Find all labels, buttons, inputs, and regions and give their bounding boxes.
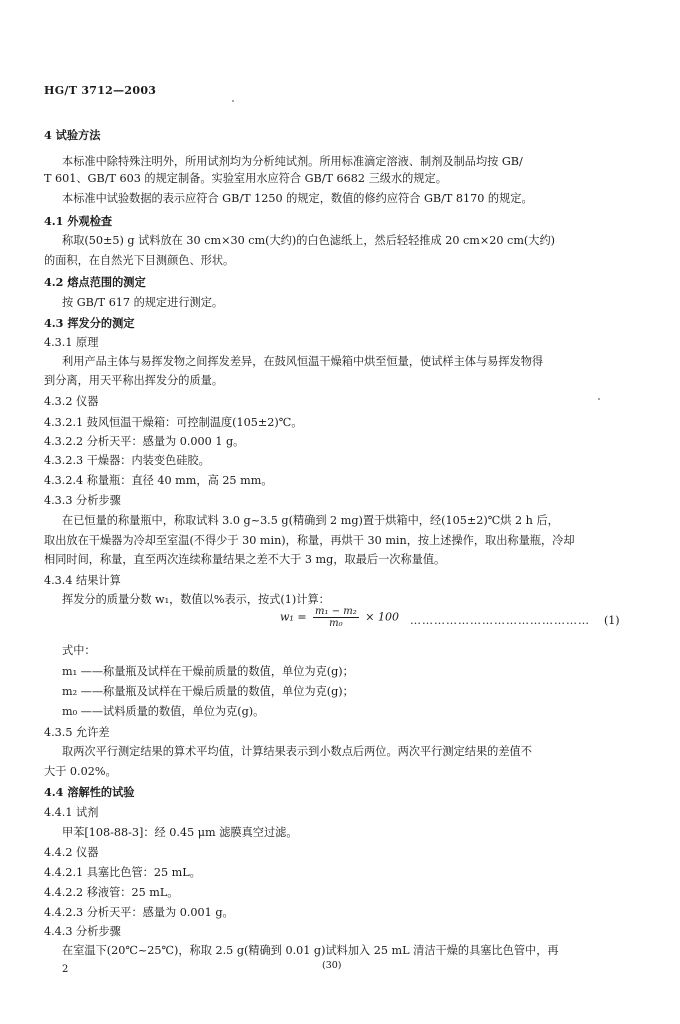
formula-lhs: w₁ = bbox=[280, 610, 307, 624]
paragraph-line: 按 GB/T 617 的规定进行测定。 bbox=[62, 296, 224, 309]
formula-numerator: m₁ − m₂ bbox=[315, 606, 357, 617]
section-4-3-1-heading: 4.3.1 原理 bbox=[44, 336, 99, 349]
formula-denominator: m₀ bbox=[329, 618, 343, 629]
list-item: 4.4.2.1 具塞比色管：25 mL。 bbox=[44, 866, 201, 879]
section-4-heading: 4 试验方法 bbox=[44, 128, 101, 142]
formula-leader-dots: ……………………………………… bbox=[410, 614, 590, 627]
document-header: HG/T 3712—2003 bbox=[44, 84, 157, 97]
section-4-4-3-heading: 4.4.3 分析步骤 bbox=[44, 925, 121, 938]
formula-fraction bbox=[313, 606, 359, 629]
section-4-1-heading: 4.1 外观检查 bbox=[44, 214, 113, 228]
section-4-3-3-heading: 4.3.3 分析步骤 bbox=[44, 494, 121, 507]
paragraph-line: 本标准中试验数据的表示应符合 GB/T 1250 的规定，数值的修约应符合 GB/T 8170 的规定。 bbox=[62, 192, 533, 205]
list-item: 4.3.2.2 分析天平：感量为 0.000 1 g。 bbox=[44, 435, 245, 448]
where-label: 式中： bbox=[62, 644, 96, 657]
section-4-3-2-heading: 4.3.2 仪器 bbox=[44, 395, 99, 408]
formula-number: (1) bbox=[604, 614, 620, 627]
paragraph-line: 挥发分的质量分数 w₁，数值以%表示，按式(1)计算： bbox=[62, 593, 330, 606]
paragraph-line: 甲苯[108-88-3]：经 0.45 μm 滤膜真空过滤。 bbox=[62, 826, 298, 839]
section-4-3-heading: 4.3 挥发分的测定 bbox=[44, 316, 135, 330]
variable-definition: m₀ ——试料质量的数值，单位为克(g)。 bbox=[62, 705, 265, 718]
section-4-4-heading: 4.4 溶解性的试验 bbox=[44, 785, 135, 799]
paragraph-line: 在室温下(20℃~25℃)，称取 2.5 g(精确到 0.01 g)试料加入 25 mL 清洁干燥的具塞比色管中，再 bbox=[62, 944, 559, 957]
list-item: 4.3.2.4 称量瓶：直径 40 mm，高 25 mm。 bbox=[44, 474, 273, 487]
list-item: 4.3.2.1 鼓风恒温干燥箱：可控制温度(105±2)℃。 bbox=[44, 416, 303, 429]
scan-speck bbox=[232, 100, 234, 102]
paragraph-line: 大于 0.02%。 bbox=[44, 765, 117, 778]
formula-rhs: × 100 bbox=[365, 610, 399, 624]
section-4-3-5-heading: 4.3.5 允许差 bbox=[44, 726, 110, 739]
scan-speck bbox=[598, 398, 600, 400]
paragraph-line: 本标准中除特殊注明外，所用试剂均为分析纯试剂。所用标准滴定溶液、制剂及制品均按 GB/ bbox=[62, 155, 523, 168]
formula-1 bbox=[280, 606, 399, 629]
section-4-4-2-heading: 4.4.2 仪器 bbox=[44, 846, 99, 859]
section-4-2-heading: 4.2 熔点范围的测定 bbox=[44, 275, 146, 289]
paragraph-line: 到分离，用天平称出挥发分的质量。 bbox=[44, 374, 224, 387]
list-item: 4.4.2.2 移液管：25 mL。 bbox=[44, 886, 179, 899]
list-item: 4.3.2.3 干燥器：内装变色硅胶。 bbox=[44, 454, 210, 467]
section-4-3-4-heading: 4.3.4 结果计算 bbox=[44, 574, 121, 587]
list-item: 4.4.2.3 分析天平：感量为 0.001 g。 bbox=[44, 906, 234, 919]
paragraph-line: 取出放在干燥器为冷却至室温(不得少于 30 min)，称量，再烘干 30 min，按上述操作，取出称量瓶，冷却 bbox=[44, 534, 575, 547]
variable-definition: m₂ ——称量瓶及试样在干燥后质量的数值，单位为克(g)； bbox=[62, 685, 354, 698]
print-sequence-number: (30) bbox=[322, 960, 342, 971]
variable-definition: m₁ ——称量瓶及试样在干燥前质量的数值，单位为克(g)； bbox=[62, 665, 354, 678]
page-number: 2 bbox=[62, 964, 69, 975]
paragraph-line: 称取(50±5) g 试料放在 30 cm×30 cm(大约)的白色滤纸上，然后轻轻推成 20 cm×20 cm(大约) bbox=[62, 234, 556, 247]
paragraph-line: 的面积，在自然光下目测颜色、形状。 bbox=[44, 254, 235, 267]
section-4-4-1-heading: 4.4.1 试剂 bbox=[44, 806, 99, 819]
paragraph-line: T 601、GB/T 603 的规定制备。实验室用水应符合 GB/T 6682 三级水的规定。 bbox=[44, 172, 447, 185]
paragraph-line: 取两次平行测定结果的算术平均值，计算结果表示到小数点后两位。两次平行测定结果的差值不 bbox=[62, 745, 532, 758]
paragraph-line: 相同时间，称量，直至两次连续称量结果之差不大于 3 mg，取最后一次称量值。 bbox=[44, 553, 446, 566]
paragraph-line: 在已恒量的称量瓶中，称取试料 3.0 g~3.5 g(精确到 2 mg)置于烘箱中，经(105±2)℃烘 2 h 后， bbox=[62, 514, 559, 527]
paragraph-line: 利用产品主体与易挥发物之间挥发差异，在鼓风恒温干燥箱中烘至恒量，使试样主体与易挥发物得 bbox=[62, 355, 544, 368]
